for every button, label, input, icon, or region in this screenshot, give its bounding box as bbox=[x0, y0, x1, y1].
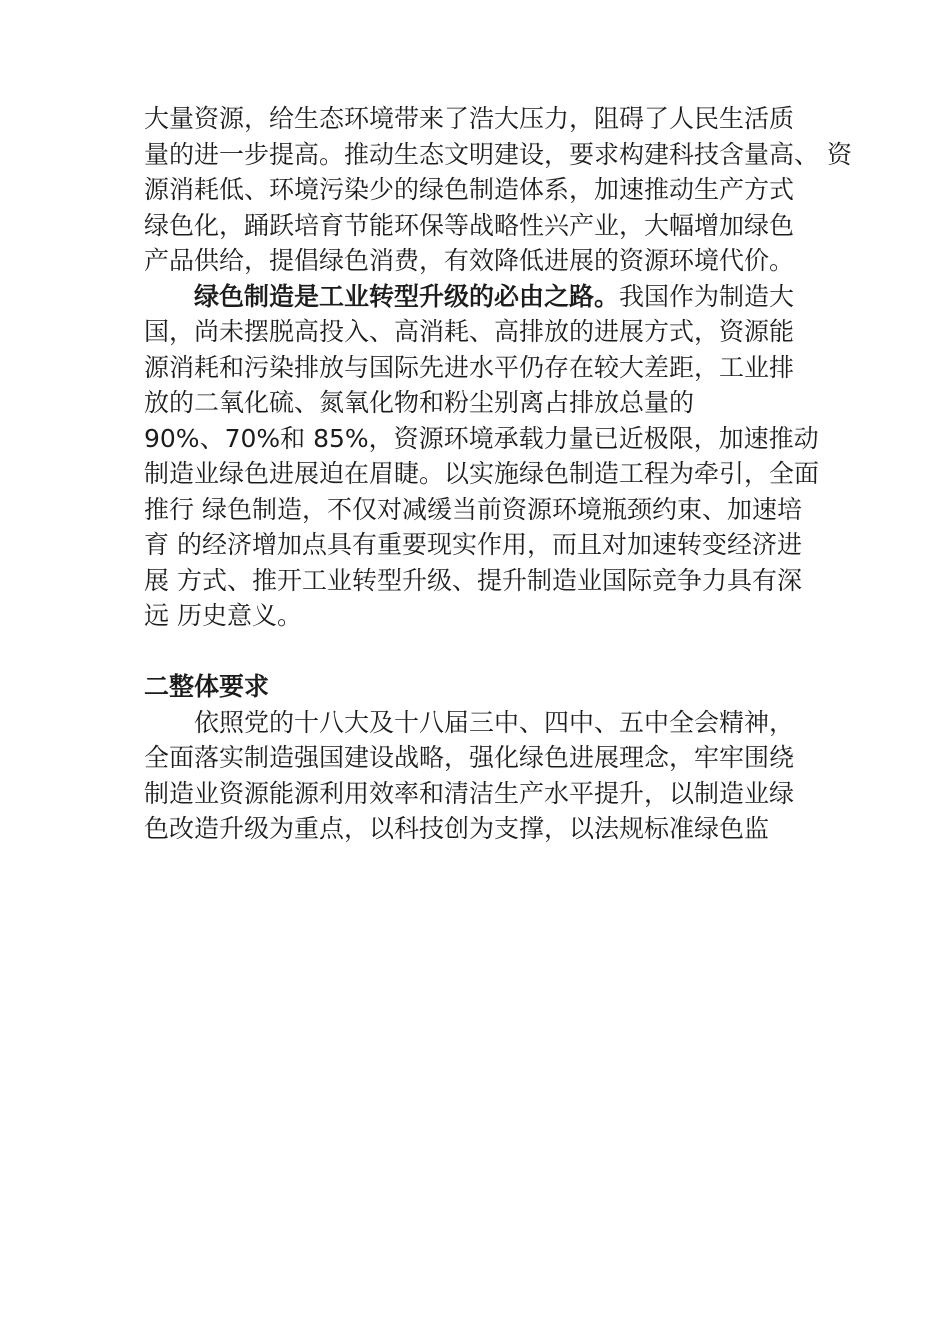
paragraph-3 bbox=[144, 705, 824, 847]
document-body bbox=[144, 101, 852, 847]
text-line: 放的二氧化硫、氮氧化物和粉尘别离占排放总量的 bbox=[144, 388, 695, 417]
text-line: 远 历史意义。 bbox=[144, 601, 302, 630]
text-line: 制造业资源能源利用效率和清洁生产水平提升，以制造业绿 bbox=[144, 778, 795, 808]
paragraph-first-line bbox=[144, 279, 824, 315]
text-line: 展 方式、推开工业转型升级、提升制造业国际竞争力具有深 bbox=[144, 565, 802, 595]
text-line: 全面落实制造强国建设战略，强化绿色进展理念，牢牢围绕 bbox=[144, 743, 795, 772]
text-line: 源消耗低、环境污染少的绿色制造体系，加速推动生产方式 bbox=[144, 175, 795, 204]
text-line: 育 的经济增加点具有重要现实作用，而且对加速转变经济进 bbox=[144, 530, 802, 559]
bold-lead-sentence: 绿色制造是工业转型升级的必由之路。 bbox=[194, 281, 620, 311]
text-line: 绿色化，踊跃培育节能环保等战略性兴产业，大幅增加绿色 bbox=[144, 210, 795, 240]
text-line: 大量资源，给生态环境带来了浩大压力，阻碍了人民生活质 bbox=[144, 104, 795, 133]
paragraph-1 bbox=[144, 101, 852, 279]
text-line: 制造业绿色进展迫在眉睫。以实施绿色制造工程为牵引，全面 bbox=[144, 459, 820, 488]
paragraph-2 bbox=[144, 279, 824, 634]
text-line: 90%、70%和 85%，资源环境承载力量已近极限，加速推动 bbox=[144, 423, 819, 453]
text-line: 量的进一步提高。推动生态文明建设，要求构建科技含量高、 资 bbox=[144, 139, 852, 169]
section-heading: 二整体要求 bbox=[144, 672, 270, 701]
paragraph-first-line: 依照党的十八大及十八届三中、四中、五中全会精神， bbox=[194, 707, 795, 737]
text-line: 国，尚未摆脱高投入、高消耗、高排放的进展方式，资源能 bbox=[144, 317, 795, 346]
text-line: 色改造升级为重点，以科技创为支撑，以法规标准绿色监 bbox=[144, 814, 770, 843]
text-line: 源消耗和污染排放与国际先进水平仍存在较大差距，工业排 bbox=[144, 352, 795, 382]
text-line: 产品供给，提倡绿色消费，有效降低进展的资源环境代价。 bbox=[144, 246, 795, 275]
paragraph-spacer bbox=[144, 634, 824, 670]
first-line-rest: 我国作为制造大 bbox=[619, 281, 795, 311]
text-line: 推行 绿色制造，不仅对减缓当前资源环境瓶颈约束、加速培 bbox=[144, 494, 802, 524]
